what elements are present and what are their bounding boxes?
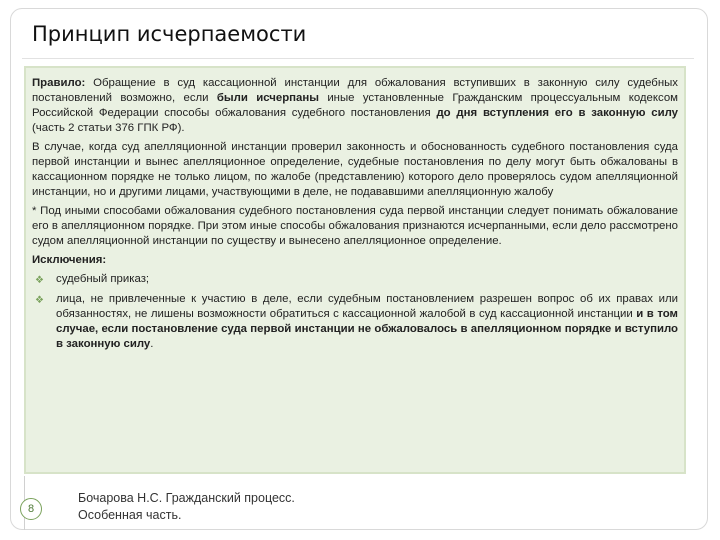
exceptions-list	[32, 272, 678, 352]
appeal-paragraph: В случае, когда суд апелляционной инстанции проверил законность и обоснованность судебного постановления суда первой инстанции и вынес апелляционное определение, судебные постановления по делу могут быть обжалованы в кассационном порядке не только лицом, по жалобе (представлению) которого дело проверялось судом апелляционной инстанции, но и другими лицами, участвующими в деле, не подававшими апелляционную жалобу	[32, 141, 678, 198]
slide-title: Принцип исчерпаемости	[32, 22, 307, 46]
rule-text-2: иные установленные Гражданским процессуальным кодексом Российской Федерации способы обжалования судебного постановления	[32, 92, 678, 119]
list-item	[32, 272, 678, 287]
bullet-tail: .	[150, 338, 154, 350]
rule-paragraph	[32, 76, 678, 136]
bullet-bold-text: и в том случае, если постановление суда первой инстанции не обжаловалось в апелляционном порядке и вступило в законную силу	[56, 308, 678, 350]
bullet-text: судебный приказ;	[56, 273, 150, 285]
bullet-text: лица, не привлеченные к участию в деле, если судебным постановлением разрешен вопрос об их правах или обязанностях, не лишены возможности обратиться с кассационной жалобой в суд кассационной инстанции	[56, 293, 678, 320]
footer-citation	[78, 490, 295, 524]
bullet-icon: ❖	[35, 275, 44, 286]
footer-line-2: Особенная часть.	[78, 508, 182, 522]
content-box	[24, 66, 686, 474]
footnote-paragraph: * Под иными способами обжалования судебного постановления суда первой инстанции следует понимать обжалование его в апелляционном порядке. При этом иные способы обжалования признаются исчерпанными, если дело рассмотрено судом апелляционной инстанции по существу и вынесено апелляционное определение.	[32, 205, 678, 247]
list-item	[32, 292, 678, 352]
rule-bold-1: были исчерпаны	[216, 92, 319, 104]
title-divider	[22, 58, 694, 59]
page-number-badge: 8	[20, 498, 42, 520]
footer-line-1: Бочарова Н.С. Гражданский процесс.	[78, 491, 295, 505]
rule-text-3: (часть 2 статьи 376 ГПК РФ).	[32, 122, 185, 134]
rule-bold-2: до дня вступления его в законную силу	[436, 107, 678, 119]
exceptions-label: Исключения:	[32, 254, 107, 266]
bullet-icon: ❖	[35, 295, 44, 306]
rule-label: Правило:	[32, 77, 86, 89]
rule-text-1: Обращение в суд кассационной инстанции для обжалования вступивших в законную силу судебных постановлений возможно, если	[32, 77, 678, 104]
